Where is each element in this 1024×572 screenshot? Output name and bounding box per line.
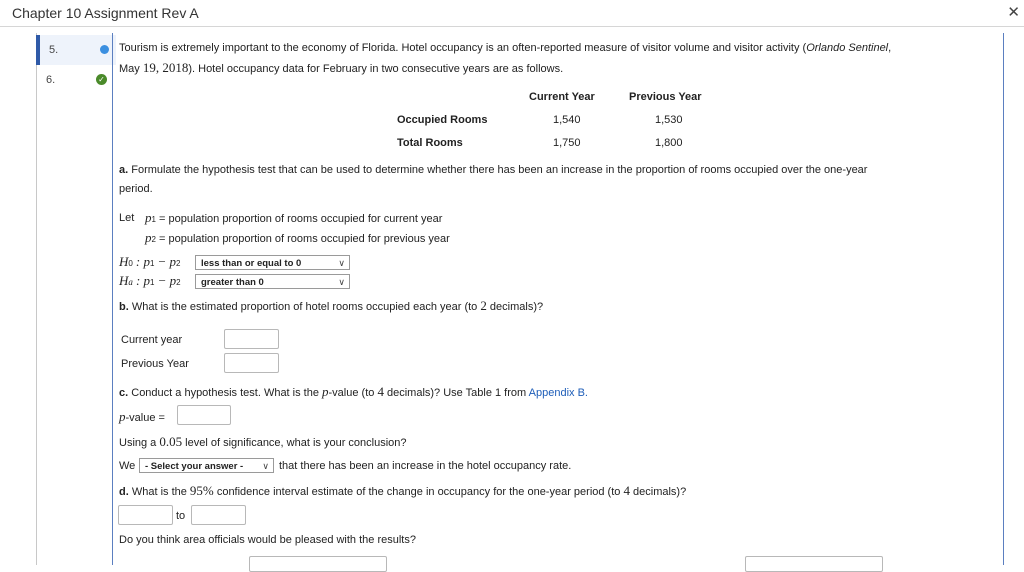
- column-header-previous: Previous Year: [629, 91, 702, 103]
- part-a-prompt: a. Formulate the hypothesis test that can be used to determine whether there has been an increase in the proportion of rooms occupied over the one-year period.: [119, 164, 868, 195]
- pvalue-input[interactable]: [177, 405, 231, 425]
- cell-total-current: 1,750: [553, 137, 581, 149]
- ci-upper-input[interactable]: [191, 505, 246, 525]
- part-d-prompt: d. What is the 95% confidence interval estimate of the change in occupancy for the one-year period (to 4 decimals)?: [119, 483, 687, 498]
- null-hypothesis-select[interactable]: less than or equal to 0 ∨: [195, 255, 350, 270]
- question-intro: Tourism is extremely important to the economy of Florida. Hotel occupancy is an often-reported measure of visitor volume and visitor activity (Orlando Sentinel, May 19, 2018). Hotel occupancy data for February in two consecutive years are as follows.: [119, 42, 892, 75]
- previous-year-label: Previous Year: [121, 358, 189, 370]
- to-label: to: [176, 510, 186, 522]
- alternative-hypothesis-select[interactable]: greater than 0 ∨: [195, 274, 350, 289]
- row-label-occupied: Occupied Rooms: [397, 114, 488, 126]
- previous-year-input[interactable]: [224, 353, 279, 373]
- final-answer-select-2[interactable]: [745, 556, 883, 572]
- p1-definition: p1 = population proportion of rooms occupied for current year: [145, 210, 443, 225]
- part-b-prompt: b. What is the estimated proportion of hotel rooms occupied each year (to 2 decimals)?: [119, 298, 544, 313]
- window-titlebar: [0, 0, 1024, 27]
- question-list: [36, 33, 113, 565]
- source-citation: Orlando Sentinel: [806, 42, 889, 54]
- question-item-5[interactable]: [36, 35, 116, 65]
- row-label-total: Total Rooms: [397, 137, 463, 149]
- in-progress-icon: [100, 45, 109, 54]
- chevron-down-icon: ∨: [262, 461, 269, 471]
- ci-lower-input[interactable]: [118, 505, 173, 525]
- question-number: 6.: [46, 74, 56, 86]
- question-number: 5.: [49, 44, 59, 56]
- p2-definition: p2 = population proportion of rooms occupied for previous year: [145, 230, 450, 245]
- alternative-hypothesis: Ha : p1 − p2: [119, 273, 181, 288]
- appendix-b-link[interactable]: Appendix B.: [528, 387, 588, 399]
- current-year-input[interactable]: [224, 329, 279, 349]
- we-label: We: [119, 460, 136, 472]
- significance-prompt: Using a 0.05 level of significance, what is your conclusion?: [119, 434, 407, 449]
- cell-occupied-current: 1,540: [553, 114, 581, 126]
- current-year-label: Current year: [121, 334, 183, 346]
- conclusion-text: that there has been an increase in the hotel occupancy rate.: [279, 460, 572, 472]
- close-icon[interactable]: ✕: [1007, 4, 1020, 21]
- checkmark-icon: ✓: [96, 74, 107, 85]
- question-content: [112, 33, 1004, 565]
- cell-total-previous: 1,800: [655, 137, 683, 149]
- column-header-current: Current Year: [529, 91, 595, 103]
- let-label: Let: [119, 212, 135, 224]
- chevron-down-icon: ∨: [338, 277, 345, 287]
- window-title: Chapter 10 Assignment Rev A: [12, 5, 199, 21]
- part-c-prompt: c. Conduct a hypothesis test. What is the p-value (to 4 decimals)? Use Table 1 from Appendix B.: [119, 384, 588, 399]
- final-question: Do you think area officials would be pleased with the results?: [119, 534, 416, 546]
- question-item-6[interactable]: [37, 65, 113, 95]
- final-answer-select[interactable]: [249, 556, 387, 572]
- chevron-down-icon: ∨: [338, 258, 345, 268]
- conclusion-select[interactable]: - Select your answer - ∨: [139, 458, 274, 473]
- pvalue-label: p-value =: [119, 409, 165, 424]
- cell-occupied-previous: 1,530: [655, 114, 683, 126]
- null-hypothesis: H0 : p1 − p2: [119, 254, 181, 269]
